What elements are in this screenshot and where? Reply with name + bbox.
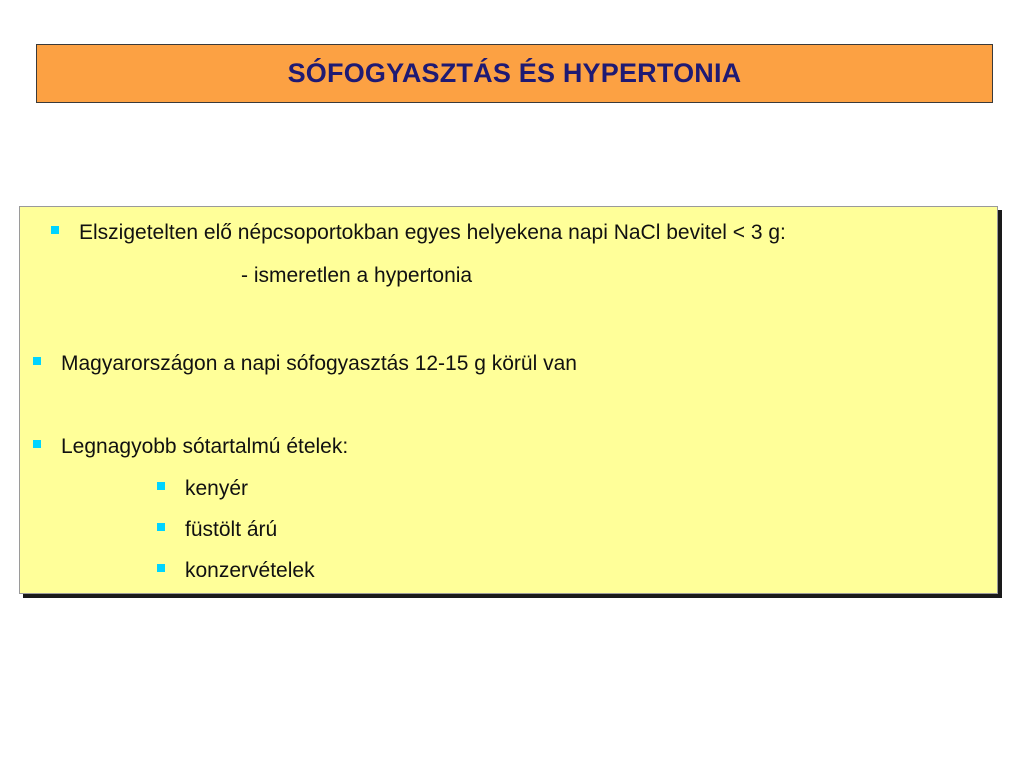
bullet-isolated-subline: - ismeretlen a hypertonia: [241, 264, 473, 287]
slide-title: SÓFOGYASZTÁS ÉS HYPERTONIA: [287, 58, 742, 88]
square-bullet-icon: [157, 482, 165, 490]
square-bullet-icon: [33, 440, 41, 448]
list-item: kenyér: [185, 477, 249, 500]
content-panel: [19, 206, 998, 594]
list-item: füstölt árú: [185, 518, 278, 541]
square-bullet-icon: [51, 226, 59, 234]
list-item: konzervételek: [185, 559, 315, 582]
bullet-hungary-consumption: Magyarországon a napi sófogyasztás 12-15 g körül van: [61, 352, 577, 375]
square-bullet-icon: [157, 523, 165, 531]
title-banner: [36, 44, 993, 103]
bullet-foods-heading: Legnagyobb sótartalmú ételek:: [61, 435, 349, 458]
bullet-isolated-populations: Elszigetelten elő népcsoportokban egyes helyekena napi NaCl bevitel < 3 g:: [79, 221, 786, 244]
square-bullet-icon: [33, 357, 41, 365]
square-bullet-icon: [157, 564, 165, 572]
